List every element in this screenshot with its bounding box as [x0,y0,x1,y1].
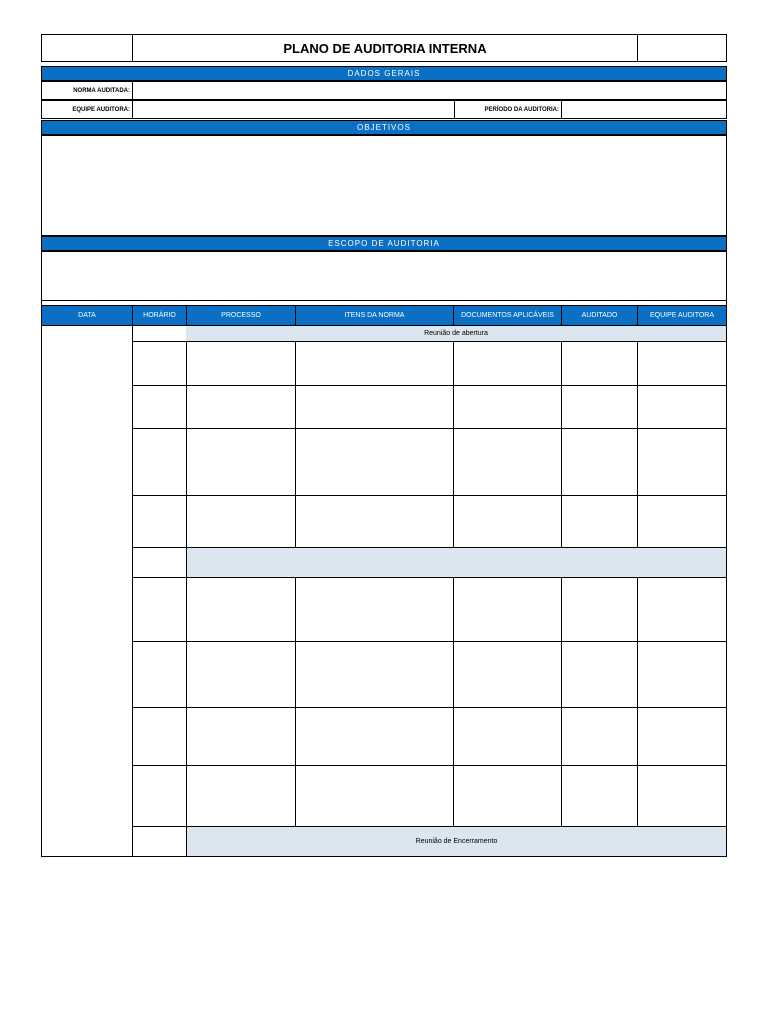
auditado-cell[interactable] [561,707,638,766]
data-cell[interactable] [41,325,133,857]
horario-cell[interactable] [132,707,187,766]
equipe-auditora-cell[interactable] [637,495,727,548]
equipe-auditora-cell[interactable] [637,707,727,766]
horario-cell[interactable] [132,341,187,386]
documentos-cell[interactable] [453,641,562,708]
equipe-auditora-cell[interactable] [637,341,727,386]
processo-cell[interactable] [186,641,296,708]
page-title: PLANO DE AUDITORIA INTERNA [132,34,638,62]
escopo-field[interactable] [41,251,727,301]
equipe-auditora-cell[interactable] [637,641,727,708]
auditado-cell[interactable] [561,385,638,429]
processo-cell[interactable] [186,707,296,766]
documentos-cell[interactable] [453,341,562,386]
auditado-cell[interactable] [561,341,638,386]
revision-cell [637,34,727,62]
documentos-cell[interactable] [453,707,562,766]
auditado-cell[interactable] [561,428,638,496]
section-dados-gerais: DADOS GERAIS [41,66,727,81]
itens-norma-cell[interactable] [295,577,454,642]
itens-norma-cell[interactable] [295,428,454,496]
horario-cell[interactable] [132,428,187,496]
col-header-documentos: DOCUMENTOS APLICÁVEIS [453,305,562,326]
auditado-cell[interactable] [561,641,638,708]
equipe-auditora-label: EQUIPE AUDITORA: [41,100,133,119]
horario-cell[interactable] [132,495,187,548]
opening-meeting-row: Reunião de abertura [186,325,727,342]
itens-norma-cell[interactable] [295,707,454,766]
equipe-auditora-cell[interactable] [637,385,727,429]
equipe-auditora-field[interactable] [132,100,455,119]
processo-cell[interactable] [186,765,296,827]
documentos-cell[interactable] [453,577,562,642]
processo-cell[interactable] [186,341,296,386]
col-header-equipe-auditora: EQUIPE AUDITORA [637,305,727,326]
col-header-horario: HORÁRIO [132,305,187,326]
documentos-cell[interactable] [453,385,562,429]
equipe-auditora-cell[interactable] [637,577,727,642]
documentos-cell[interactable] [453,428,562,496]
documentos-cell[interactable] [453,765,562,827]
equipe-auditora-cell[interactable] [637,765,727,827]
horario-cell[interactable] [132,385,187,429]
periodo-auditoria-label: PERÍODO DA AUDITORIA: [454,100,562,119]
horario-cell[interactable] [132,826,187,857]
col-header-processo: PROCESSO [186,305,296,326]
auditado-cell[interactable] [561,495,638,548]
horario-cell[interactable] [132,325,187,342]
processo-cell[interactable] [186,385,296,429]
closing-meeting-row: Reunião de Encerramento [186,826,727,857]
itens-norma-cell[interactable] [295,641,454,708]
horario-cell[interactable] [132,765,187,827]
objetivos-field[interactable] [41,135,727,236]
horario-cell[interactable] [132,641,187,708]
logo-cell [41,34,133,62]
documentos-cell[interactable] [453,495,562,548]
itens-norma-cell[interactable] [295,765,454,827]
auditado-cell[interactable] [561,765,638,827]
periodo-auditoria-field[interactable] [561,100,727,119]
itens-norma-cell[interactable] [295,341,454,386]
processo-cell[interactable] [186,428,296,496]
interval-row [186,547,727,578]
itens-norma-cell[interactable] [295,385,454,429]
col-header-itens-da-norma: ITENS DA NORMA [295,305,454,326]
section-objetivos: OBJETIVOS [41,120,727,135]
norma-auditada-label: NORMA AUDITADA: [41,81,133,100]
norma-auditada-field[interactable] [132,81,727,100]
section-escopo: ESCOPO DE AUDITORIA [41,236,727,251]
equipe-auditora-cell[interactable] [637,428,727,496]
processo-cell[interactable] [186,495,296,548]
col-header-data: DATA [41,305,133,326]
horario-cell[interactable] [132,547,187,578]
processo-cell[interactable] [186,577,296,642]
horario-cell[interactable] [132,577,187,642]
col-header-auditado: AUDITADO [561,305,638,326]
auditado-cell[interactable] [561,577,638,642]
itens-norma-cell[interactable] [295,495,454,548]
